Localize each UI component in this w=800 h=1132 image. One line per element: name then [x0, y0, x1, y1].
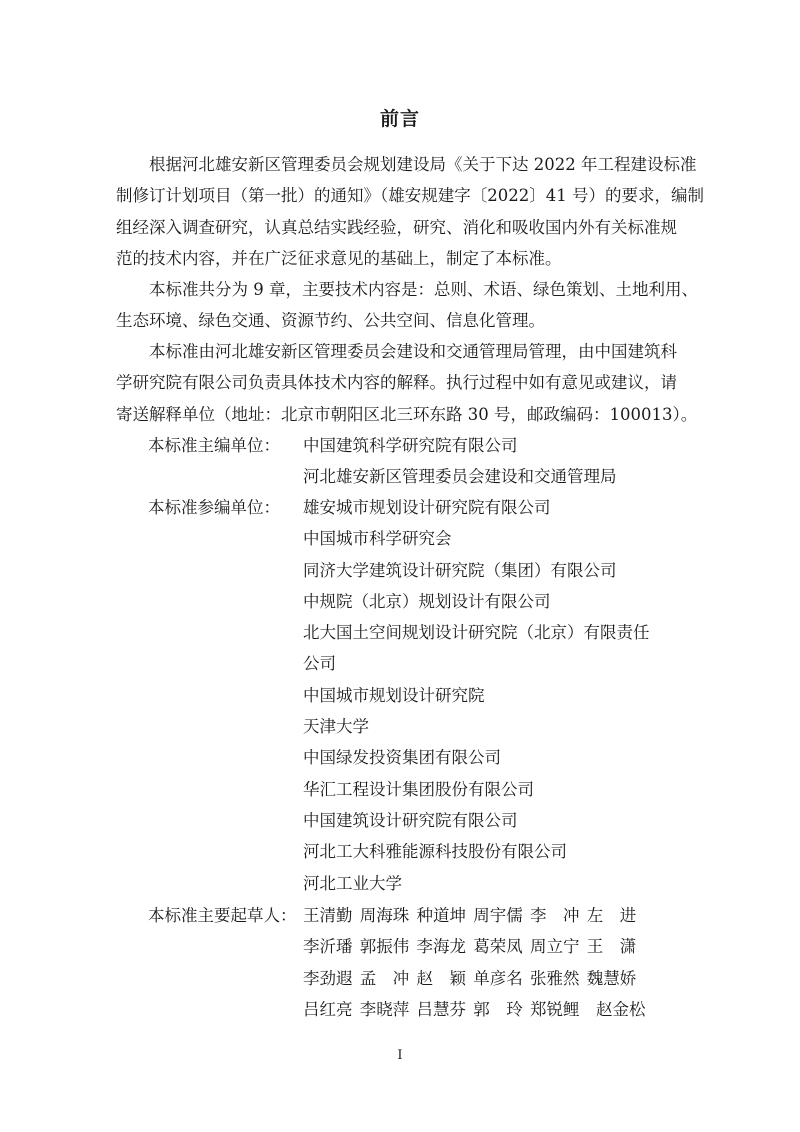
list-item: 中规院（北京）规划设计有限公司	[303, 591, 551, 611]
participating-editor-label: 本标准参编单位：	[148, 498, 280, 517]
drafters-label: 本标准主要起草人：	[148, 906, 297, 925]
page-title: 前言	[379, 108, 420, 130]
list-item: 中国绿发投资集团有限公司	[303, 748, 501, 768]
list-item: 中国建筑设计研究院有限公司	[303, 810, 518, 830]
list-item: 北大国土空间规划设计研究院（北京）有限责任	[303, 623, 650, 643]
chief-editor-label: 本标准主编单位：	[148, 436, 280, 455]
list-item: 中国城市规划设计研究院	[303, 685, 485, 705]
text-line: 组经深入调查研究，认真总结实践经验，研究、消化和吸收国内外有关标准规	[116, 217, 677, 237]
list-item: 河北工业大学	[303, 873, 402, 893]
drafters-row: 李劲遐 孟 冲 赵 颖 单彦名 张雅然 魏慧娇	[303, 968, 637, 988]
chief-editor-list	[303, 430, 617, 493]
list-item: 中国建筑科学研究院有限公司	[303, 436, 518, 455]
text-line: 制修订计划项目（第一批）的通知》（雄安规建字〔2022〕41 号）的要求，编制	[116, 186, 704, 206]
text-line: 寄送解释单位（地址：北京市朝阳区北三环东路 30 号，邮政编码：100013）。	[116, 404, 698, 424]
text-line: 学研究院有限公司负责具体技术内容的解释。执行过程中如有意见或建议，请	[116, 373, 677, 393]
list-item: 河北工大科雅能源科技股份有限公司	[303, 842, 567, 862]
list-item: 天津大学	[303, 717, 369, 737]
text-line: 根据河北雄安新区管理委员会规划建设局《关于下达 2022 年工程建设标准	[149, 155, 697, 174]
preface-paragraph-2	[116, 274, 698, 337]
list-item: 公司	[303, 654, 336, 674]
list-item: 中国城市科学研究会	[303, 529, 452, 549]
participating-editor-list	[303, 492, 650, 899]
drafters-row: 李沂璠 郭振伟 李海龙 葛荣凤 周立宁 王 潇	[303, 937, 637, 957]
preface-paragraph-1	[116, 149, 704, 274]
preface-paragraph-3	[116, 336, 698, 430]
text-line: 本标准由河北雄安新区管理委员会建设和交通管理局管理，由中国建筑科	[149, 342, 677, 361]
text-line: 范的技术内容，并在广泛征求意见的基础上，制定了本标准。	[116, 248, 562, 268]
list-item: 同济大学建筑设计研究院（集团）有限公司	[303, 560, 617, 580]
drafters-row: 王清勤 周海珠 种道坤 周宇儒 李 冲 左 进	[303, 906, 637, 925]
page-number: I	[397, 1048, 403, 1063]
text-line: 生态环境、绿色交通、资源节约、公共空间、信息化管理。	[116, 311, 545, 331]
drafters-row: 吕红亮 李晓萍 吕慧芬 郭 玲 郑锐鲤 赵金松	[303, 999, 646, 1019]
text-line: 本标准共分为 9 章，主要技术内容是：总则、术语、绿色策划、土地利用、	[149, 280, 698, 299]
list-item: 河北雄安新区管理委员会建设和交通管理局	[303, 467, 617, 487]
drafters-list	[303, 900, 645, 1025]
list-item: 华汇工程设计集团股份有限公司	[303, 779, 534, 799]
list-item: 雄安城市规划设计研究院有限公司	[303, 498, 551, 517]
